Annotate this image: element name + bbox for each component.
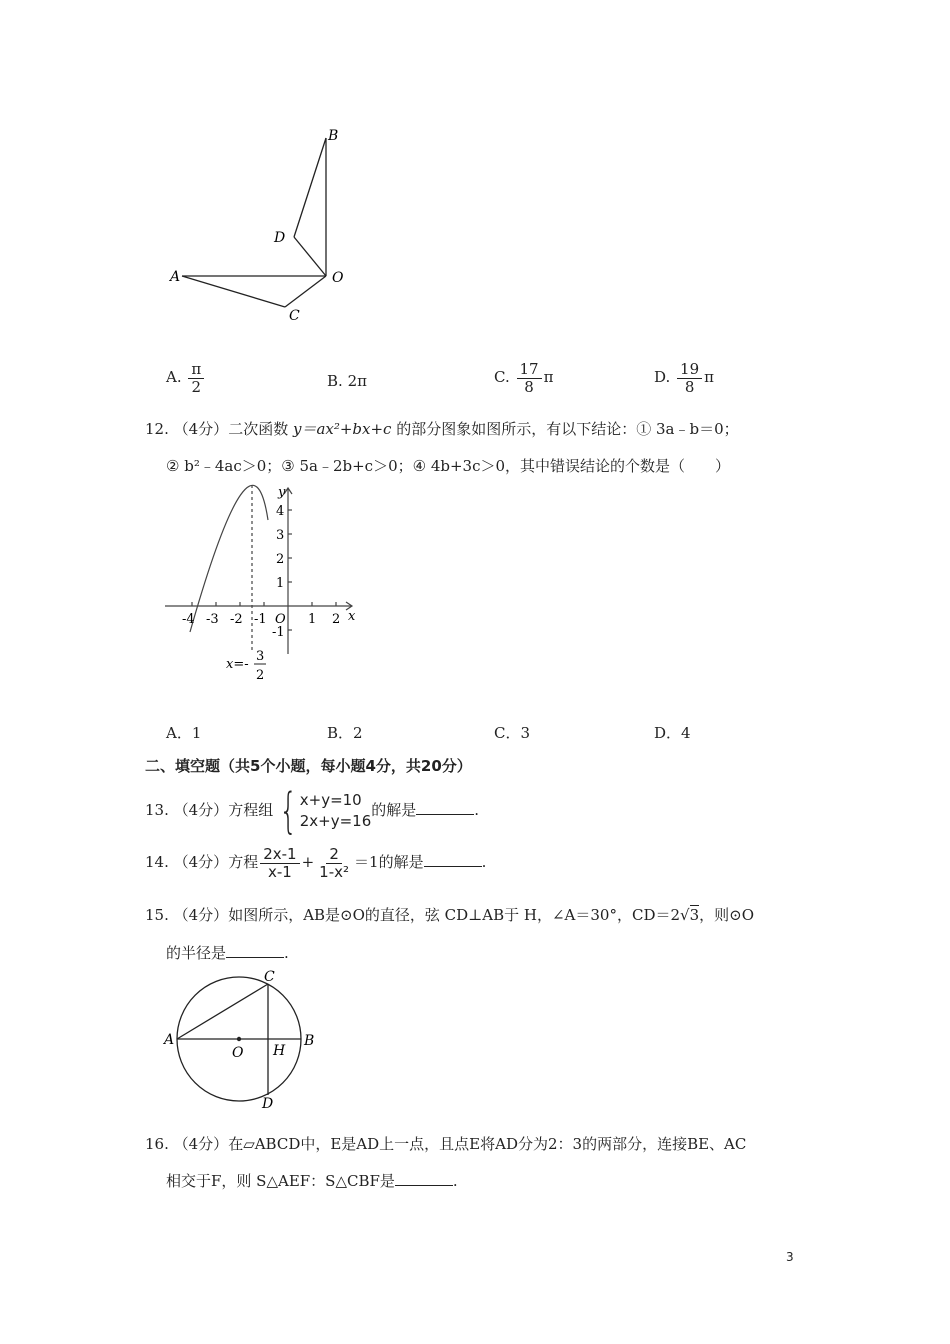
q15-line2 xyxy=(166,942,289,963)
q14-post: ＝1的解是 xyxy=(354,853,424,871)
option-c-tail: π xyxy=(543,368,554,386)
y-tick-label: 3 xyxy=(276,528,285,543)
label-o: O xyxy=(332,270,344,286)
option-c-label: C. xyxy=(494,368,510,386)
y-tick-label: 2 xyxy=(276,552,285,567)
q11-option-c[interactable] xyxy=(494,361,553,395)
q16-number: 16. xyxy=(145,1135,169,1153)
origin-label: O xyxy=(275,612,286,627)
q12-line2: ② b²﹣4ac＞0；③ 5a﹣2b+c＞0；④ 4b+3c＞0，其中错误结论的个数是（ ） xyxy=(166,457,731,475)
label-a: A xyxy=(164,1032,175,1048)
q13-eq2: 2x+y=16 xyxy=(299,812,372,830)
label-c: C xyxy=(264,969,275,985)
q15-end: . xyxy=(284,944,289,962)
q14-f2-den: 1-x² xyxy=(319,862,350,881)
q16-answer-blank[interactable] xyxy=(395,1171,453,1186)
q16-end: . xyxy=(452,1172,458,1190)
q14-plus: + xyxy=(301,853,315,871)
option-d-fraction xyxy=(677,361,702,395)
symmetry-axis-den: 2 xyxy=(256,668,265,683)
brace-icon: { xyxy=(279,783,298,839)
q12-func: y＝ax²+bx+c xyxy=(292,420,392,438)
segment-ac xyxy=(182,276,285,307)
x-tick-label: -1 xyxy=(254,612,267,627)
q14-fraction-2 xyxy=(316,846,352,880)
q15-figure xyxy=(160,965,330,1115)
label-h: H xyxy=(273,1043,286,1059)
q16-text-a: 在▱ABCD中，E是AD上一点，且点E将AD分为2：3的两部分，连接BE、AC xyxy=(228,1135,747,1153)
q16-line1 xyxy=(145,1133,746,1154)
y-tick-label: 1 xyxy=(276,576,285,591)
q12-option-a[interactable]: A．1 xyxy=(166,724,202,742)
option-d-den: 8 xyxy=(684,377,695,396)
q15-text-c: 的半径是 xyxy=(166,944,227,962)
x-axis-label: x xyxy=(348,609,356,624)
q14-end: . xyxy=(481,853,487,871)
q15-sqrt-arg: 3 xyxy=(689,906,700,924)
q14-f1-num: 2x-1 xyxy=(260,846,299,864)
x-tick-label: -3 xyxy=(206,612,219,627)
q13-number: 13. xyxy=(145,801,169,819)
option-c-fraction xyxy=(517,361,542,395)
option-b-label: B. xyxy=(327,372,343,390)
option-a-label: A. xyxy=(166,368,182,386)
q12-option-c[interactable]: C．3 xyxy=(494,724,531,742)
section-title: 二、填空题（共5个小题，每小题4分，共20分） xyxy=(145,757,472,775)
q16-text-b: 相交于F，则 S△AEF：S△CBF是 xyxy=(166,1172,395,1190)
option-b-text: 2π xyxy=(347,372,367,390)
y-tick-label: 4 xyxy=(276,504,285,519)
option-c-num: 17 xyxy=(517,361,542,379)
q11-option-a[interactable] xyxy=(166,361,206,395)
symmetry-axis-num: 3 xyxy=(256,649,265,664)
q13-eq1: x+y=10 xyxy=(299,791,362,809)
q12-option-b[interactable]: B．2 xyxy=(327,724,363,742)
q11-figure xyxy=(160,120,360,330)
q14-pre: 方程 xyxy=(228,853,259,871)
option-c-den: 8 xyxy=(524,377,534,396)
x-tick-label: 2 xyxy=(332,612,341,627)
q14 xyxy=(145,846,486,880)
segment-ac xyxy=(177,984,268,1039)
q13-pre: 方程组 xyxy=(228,801,274,819)
label-d: D xyxy=(274,230,286,246)
option-d-tail: π xyxy=(704,368,714,386)
label-b: B xyxy=(304,1033,315,1049)
label-d: D xyxy=(262,1096,274,1112)
q14-number: 14. xyxy=(145,853,169,871)
q13-system xyxy=(273,783,372,839)
center-dot xyxy=(237,1037,241,1041)
q15-number: 15. xyxy=(145,906,169,924)
symmetry-axis-label: x=- xyxy=(226,657,249,672)
q13-end: . xyxy=(474,801,480,819)
segment-co xyxy=(285,276,326,307)
label-b: B xyxy=(328,128,339,144)
option-d-num: 19 xyxy=(677,361,702,379)
sqrt-icon: √ xyxy=(680,906,690,924)
option-a-fraction xyxy=(188,361,204,395)
q15-line1 xyxy=(145,904,754,925)
q11-option-d[interactable] xyxy=(654,361,714,395)
q14-score: （4分） xyxy=(173,853,229,871)
q14-f1-den: x-1 xyxy=(267,862,292,881)
segment-db xyxy=(294,138,326,237)
q15-text-b: ，则⊙O xyxy=(699,906,755,924)
label-o: O xyxy=(232,1045,244,1061)
q15-answer-blank[interactable] xyxy=(226,943,284,958)
q15-text-a: 如图所示，AB是⊙O的直径，弦 CD⊥AB于 H，∠A＝30°，CD＝2 xyxy=(228,906,681,924)
option-a-den: 2 xyxy=(191,377,202,396)
q14-answer-blank[interactable] xyxy=(424,852,482,867)
q12-score: （4分） xyxy=(173,420,229,438)
label-a: A xyxy=(170,269,181,285)
option-d-label: D. xyxy=(654,368,671,386)
y-axis-label: y xyxy=(278,485,286,500)
x-tick-label: -4 xyxy=(182,612,195,627)
q12-option-d[interactable]: D．4 xyxy=(654,724,691,742)
q12-text-a: 二次函数 xyxy=(228,420,293,438)
y-tick-label: -1 xyxy=(272,625,285,640)
option-a-num: π xyxy=(188,361,204,379)
q16-score: （4分） xyxy=(173,1135,229,1153)
q12-number: 12. xyxy=(145,420,169,438)
x-tick-label: -2 xyxy=(230,612,243,627)
x-tick-label: 1 xyxy=(308,612,317,627)
q15-score: （4分） xyxy=(173,906,229,924)
q14-f2-num: 2 xyxy=(326,846,342,864)
q13-score: （4分） xyxy=(173,801,229,819)
q13-post: 的解是 xyxy=(371,801,417,819)
page-number: 3 xyxy=(786,1250,794,1264)
q11-option-b[interactable] xyxy=(327,372,367,390)
q16-line2 xyxy=(166,1170,458,1191)
q13 xyxy=(145,783,480,839)
segment-do xyxy=(294,237,326,276)
q14-fraction-1 xyxy=(260,846,299,880)
q12-graph xyxy=(160,480,370,695)
q12-line1 xyxy=(145,418,739,439)
q12-text-b: 的部分图象如图所示，有以下结论：① 3a﹣b＝0； xyxy=(391,420,739,438)
q13-answer-blank[interactable] xyxy=(416,800,474,815)
parabola xyxy=(190,485,268,632)
label-c: C xyxy=(289,308,300,324)
